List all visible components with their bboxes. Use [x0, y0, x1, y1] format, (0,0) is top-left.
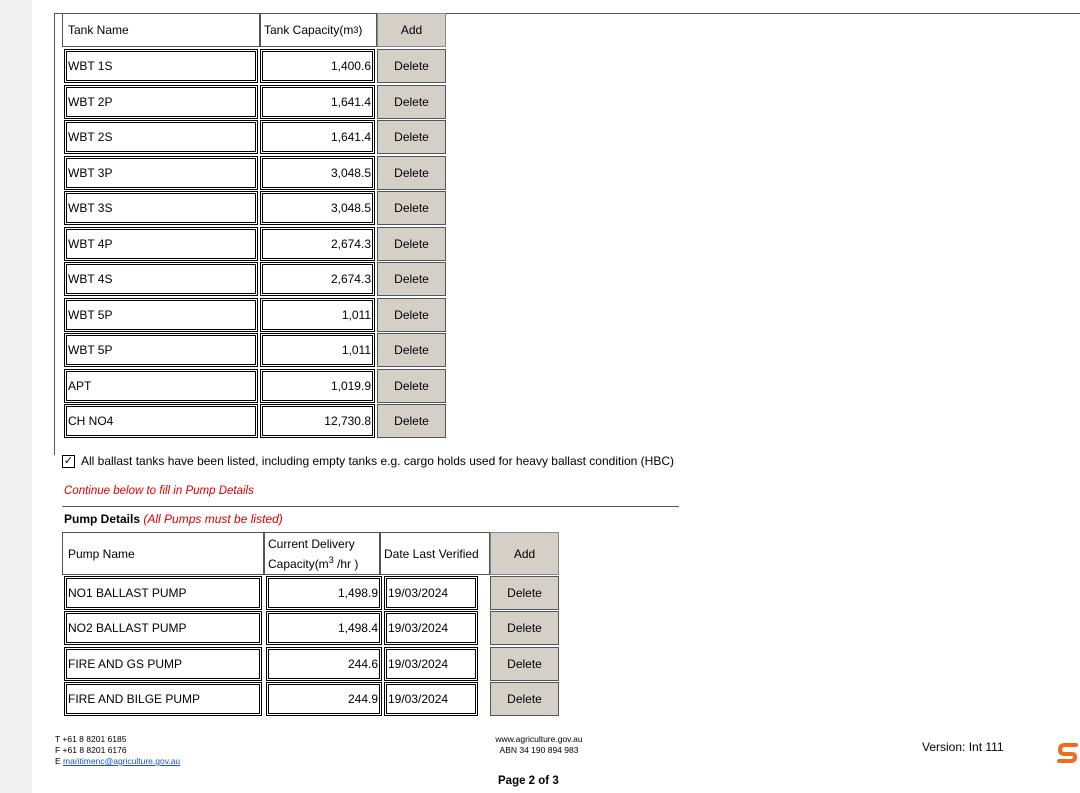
pump-capacity-header: Current Delivery $Capacity(m^3$ /hr ) [264, 532, 380, 575]
tanks-listed-label: All ballast tanks have been listed, including empty tanks e.g. cargo holds used for heavy ballast condition (HBC) [81, 454, 674, 468]
page-number: Page 2 of 3 [498, 775, 559, 787]
tank-row [62, 49, 482, 83]
tank-row [62, 298, 482, 332]
delete-tank-button[interactable]: Delete [377, 227, 446, 261]
delete-tank-button[interactable]: Delete [377, 333, 446, 367]
footer-website-block [484, 734, 594, 756]
tank-capacity-field[interactable]: 12,730.8 [260, 404, 375, 438]
tank-row [62, 262, 482, 296]
tank-name-field[interactable]: CH NO4 [64, 404, 258, 438]
delete-pump-button[interactable]: Delete [490, 647, 559, 681]
pump-row [62, 647, 562, 681]
tank-name-field[interactable]: WBT 4P [64, 227, 258, 261]
delete-pump-button[interactable]: Delete [490, 611, 559, 645]
tank-capacity-field[interactable]: 1,641.4 [260, 120, 375, 154]
tank-name-field[interactable]: WBT 3P [64, 156, 258, 190]
tank-capacity-field[interactable]: 2,674.3 [260, 227, 375, 261]
tank-row [62, 120, 482, 154]
tanks-listed-confirmation [62, 453, 674, 469]
footer-phone: T +61 8 8201 6185 [55, 734, 127, 744]
footer-contact: T +61 8 8201 6185 F +61 8 8201 6176 E maritimenc@agriculture.gov.au [55, 734, 181, 766]
pump-name-field[interactable]: FIRE AND GS PUMP [64, 647, 262, 681]
pump-row [62, 682, 562, 716]
pump-date-field[interactable]: 19/03/2024 [384, 647, 478, 681]
tank-row [62, 333, 482, 367]
pump-name-field[interactable]: FIRE AND BILGE PUMP [64, 682, 262, 716]
tank-row [62, 227, 482, 261]
tank-capacity-field[interactable]: 3,048.5 [260, 191, 375, 225]
pump-date-field[interactable]: 19/03/2024 [384, 682, 478, 716]
pump-date-field[interactable]: 19/03/2024 [384, 611, 478, 645]
pump-row [62, 576, 562, 610]
tank-capacity-field[interactable]: 1,400.6 [260, 49, 375, 83]
delete-tank-button[interactable]: Delete [377, 262, 446, 296]
tank-capacity-field[interactable]: 3,048.5 [260, 156, 375, 190]
tank-name-header: Tank Name [62, 13, 260, 47]
delete-pump-button[interactable]: Delete [490, 576, 559, 610]
footer-abn: ABN 34 190 894 983 [499, 745, 579, 755]
pump-row [62, 611, 562, 645]
pump-name-header: Pump Name [62, 532, 264, 575]
footer-email-link[interactable]: maritimenc@agriculture.gov.au [63, 756, 181, 766]
footer-website: www.agriculture.gov.au [495, 734, 583, 744]
pump-table-header [62, 532, 562, 575]
pump-capacity-field[interactable]: 244.9 [266, 682, 382, 716]
tank-name-field[interactable]: WBT 2S [64, 120, 258, 154]
tank-name-field[interactable]: WBT 4S [64, 262, 258, 296]
delete-tank-button[interactable]: Delete [377, 191, 446, 225]
delete-tank-button[interactable]: Delete [377, 156, 446, 190]
tank-name-field[interactable]: WBT 2P [64, 85, 258, 119]
delete-pump-button[interactable]: Delete [490, 682, 559, 716]
tank-row [62, 191, 482, 225]
section-divider [62, 506, 679, 507]
tank-capacity-field[interactable]: 1,011 [260, 333, 375, 367]
continue-note: Continue below to fill in Pump Details [64, 485, 254, 497]
tank-capacity-field[interactable]: 1,019.9 [260, 369, 375, 403]
tank-name-field[interactable]: WBT 5P [64, 298, 258, 332]
delete-tank-button[interactable]: Delete [377, 404, 446, 438]
pump-capacity-field[interactable]: 1,498.9 [266, 576, 382, 610]
tank-name-field[interactable]: APT [64, 369, 258, 403]
pump-capacity-field[interactable]: 1,498.4 [266, 611, 382, 645]
tank-name-field[interactable]: WBT 1S [64, 49, 258, 83]
pump-capacity-field[interactable]: 244.6 [266, 647, 382, 681]
tank-row [62, 85, 482, 119]
delete-tank-button[interactable]: Delete [377, 369, 446, 403]
delete-tank-button[interactable]: Delete [377, 85, 446, 119]
date-verified-header: Date Last Verified [380, 532, 490, 575]
tanks-listed-checkbox[interactable]: ✓ [63, 454, 74, 467]
tank-capacity-field[interactable]: 2,674.3 [260, 262, 375, 296]
tank-row [62, 404, 482, 438]
delete-tank-button[interactable]: Delete [377, 120, 446, 154]
delete-tank-button[interactable]: Delete [377, 49, 446, 83]
tank-row [62, 156, 482, 190]
footer-fax: F +61 8 8201 6176 [55, 745, 127, 755]
pump-name-field[interactable]: NO1 BALLAST PUMP [64, 576, 262, 610]
tank-capacity-field[interactable]: 1,011 [260, 298, 375, 332]
add-pump-button[interactable]: Add [490, 532, 559, 575]
tank-name-field[interactable]: WBT 3S [64, 191, 258, 225]
tank-name-field[interactable]: WBT 5P [64, 333, 258, 367]
tank-capacity-header: Tank Capacity(m 3 ) [260, 13, 377, 47]
app-logo-icon [1056, 740, 1080, 766]
pump-date-field[interactable]: 19/03/2024 [384, 576, 478, 610]
document-page [32, 0, 1080, 793]
delete-tank-button[interactable]: Delete [377, 298, 446, 332]
tank-capacity-field[interactable]: 1,641.4 [260, 85, 375, 119]
tank-table-header [62, 13, 482, 47]
pump-details-title: Pump Details (All Pumps must be listed) [64, 512, 283, 526]
pump-name-field[interactable]: NO2 BALLAST PUMP [64, 611, 262, 645]
add-tank-button[interactable]: Add [377, 13, 446, 47]
footer-version: Version: Int 111 [922, 740, 1004, 754]
tank-row [62, 369, 482, 403]
